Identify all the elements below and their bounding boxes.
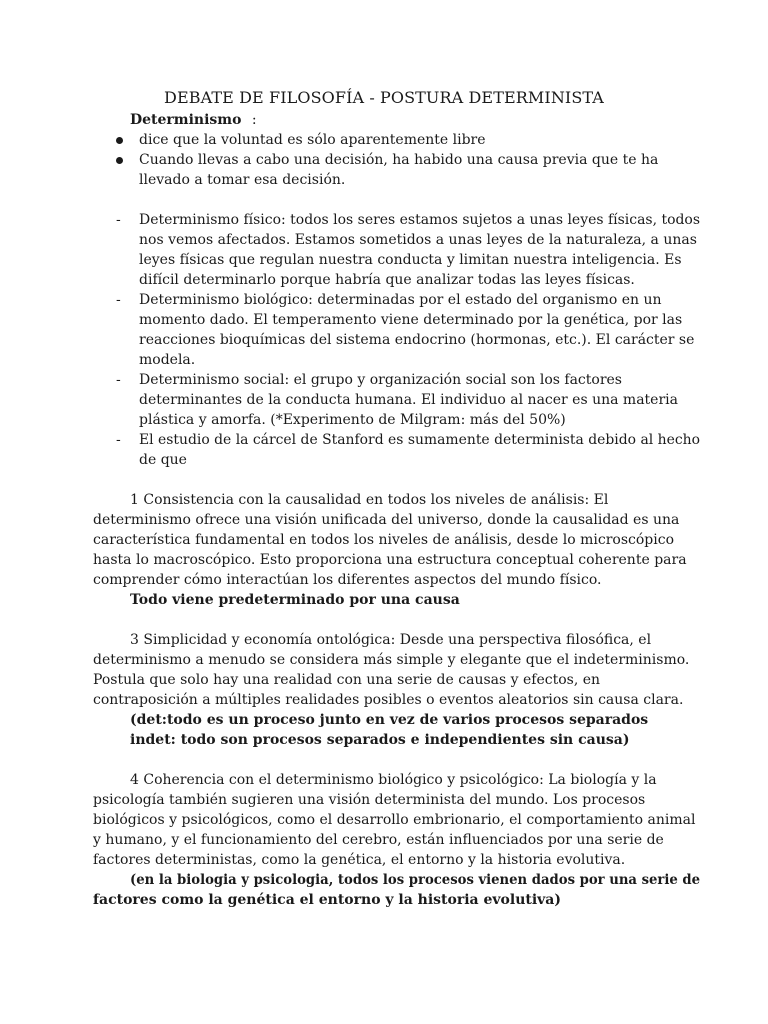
section-4-line: psicología también sugieren una visión determinista del mundo. Los procesos (93, 792, 646, 808)
section-1-line: hasta lo macroscópico. Esto proporciona una estructura conceptual coherente para (93, 552, 687, 568)
dash-item-line: determinantes de la conducta humana. El individuo al nacer es una materia (139, 392, 678, 408)
dash-item-line: Determinismo social: el grupo y organización social son los factores (139, 372, 622, 388)
heading-label: Determinismo (130, 112, 242, 128)
dash-item-line: El estudio de la cárcel de Stanford es sumamente determinista debido al hecho (139, 432, 700, 448)
page-title: DEBATE DE FILOSOFÍA - POSTURA DETERMINISTA (164, 88, 604, 107)
dash-item-line: de que (139, 452, 187, 468)
dash-item-line: nos vemos afectados. Estamos sometidos a unas leyes de la naturaleza, a unas (139, 232, 697, 248)
dash-item-line: modela. (139, 352, 196, 368)
section-1-note: Todo viene predeterminado por una causa (130, 592, 460, 608)
section-3-note: (det:todo es un proceso junto en vez de varios procesos separados (130, 712, 649, 728)
section-4-note: factores como la genética el entorno y la historia evolutiva) (93, 892, 561, 908)
section-3-line: Postula que solo hay una realidad con una serie de causas y efectos, en (93, 672, 601, 688)
section-4-line: y humano, y el funcionamiento del cerebro, están influenciados por una serie de (93, 832, 664, 848)
section-1-line: característica fundamental en todos los niveles de análisis, desde lo microscópico (93, 532, 675, 548)
section-1-line: determinismo ofrece una visión unificada del universo, donde la causalidad es una (93, 512, 680, 528)
section-4-line: factores deterministas, como la genética, el entorno y la historia evolutiva. (93, 852, 626, 868)
section-3-line: 3 Simplicidad y economía ontológica: Desde una perspectiva filosófica, el (130, 632, 652, 648)
heading-suffix: : (251, 112, 257, 128)
section-1-line: comprender cómo interactúan los diferentes aspectos del mundo físico. (93, 572, 602, 588)
dash-item-line: reacciones bioquímicas del sistema endocrino (hormonas, etc.). El carácter se (139, 332, 695, 348)
section-3-line: contraposición a múltiples realidades posibles o eventos aleatorios sin causa clara. (93, 692, 684, 708)
bullet-item-line: llevado a tomar esa decisión. (139, 172, 346, 188)
dash-marker: - (116, 212, 121, 228)
section-3-line: determinismo a menudo se considera más simple y elegante que el indeterminismo. (93, 652, 690, 668)
dash-marker: - (116, 432, 121, 448)
dash-marker: - (116, 292, 121, 308)
dash-item-line: momento dado. El temperamento viene determinado por la genética, por las (139, 312, 683, 328)
section-heading (130, 110, 257, 130)
dash-item-line: Determinismo físico: todos los seres estamos sujetos a unas leyes físicas, todos (139, 212, 701, 228)
dash-item-line: leyes físicas que regulan nuestra conducta y limitan nuestra inteligencia. Es (139, 252, 682, 268)
section-4-line: 4 Coherencia con el determinismo biológico y psicológico: La biología y la (130, 772, 657, 788)
dash-item-line: plástica y amorfa. (*Experimento de Milgram: más del 50%) (139, 412, 566, 428)
bullet-dot (116, 157, 123, 164)
bullet-item-line: dice que la voluntad es sólo aparentemente libre (139, 132, 486, 148)
section-1-line: 1 Consistencia con la causalidad en todos los niveles de análisis: El (130, 492, 609, 508)
dash-item-line: Determinismo biológico: determinadas por el estado del organismo en un (139, 292, 662, 308)
dash-marker: - (116, 372, 121, 388)
section-3-note: indet: todo son procesos separados e independientes sin causa) (130, 732, 630, 748)
section-4-line: biológicos y psicológicos, como el desarrollo embrionario, el comportamiento animal (93, 812, 696, 828)
dash-item-line: difícil determinarlo porque habría que analizar todas las leyes físicas. (139, 272, 635, 288)
section-4-note: (en la biologia y psicologia, todos los procesos vienen dados por una serie de (130, 872, 701, 888)
bullet-dot (116, 137, 123, 144)
bullet-item-line: Cuando llevas a cabo una decisión, ha habido una causa previa que te ha (139, 152, 659, 168)
